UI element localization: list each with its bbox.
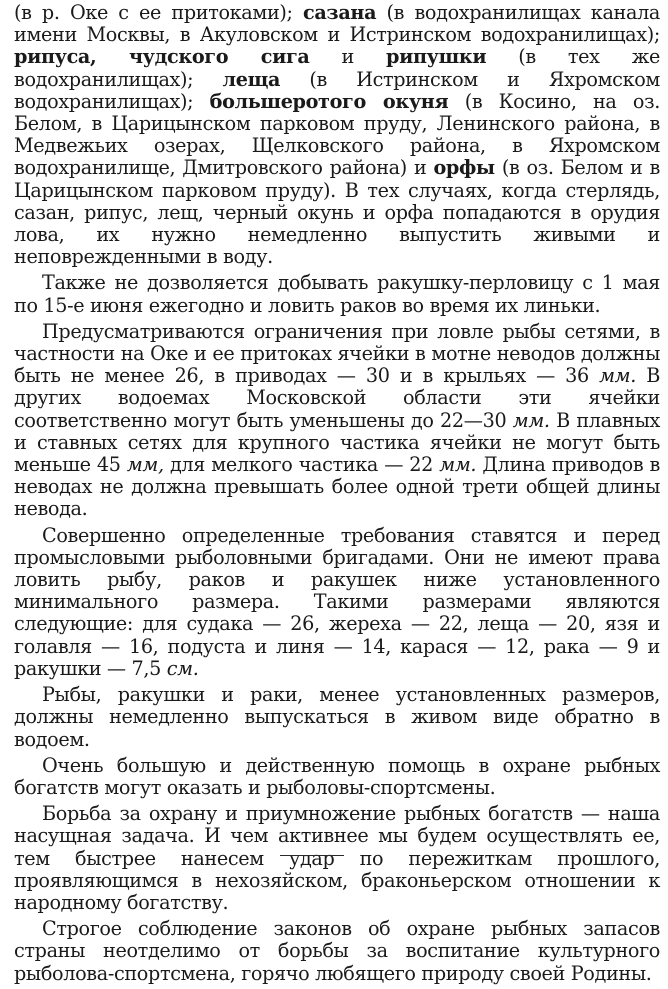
paragraph	[14, 918, 660, 985]
text-run: и	[309, 45, 387, 69]
unit-text: см.	[166, 656, 199, 680]
text-run: В плавных и ставных сетях для крупного частика ячейки не могут быть меньше 45	[14, 408, 660, 477]
bold-term: орфы	[433, 156, 495, 180]
end-rule	[280, 855, 344, 856]
paragraph	[14, 684, 660, 751]
paragraph	[14, 321, 660, 521]
paragraph	[14, 803, 660, 914]
text-run: (в Истринском и Яхромском водохранилищах);	[14, 67, 660, 113]
text-run: (в Косино, на оз. Белом, в Царицынском парковом пруду, Ленинского района, в Медвежьих озерах, Щелковского района, в Яхромском водохранилище, Дмитровского района) и	[14, 89, 660, 180]
text-run: (в р. Оке с ее притоками);	[14, 1, 304, 24]
text-run: (в водохранилищах канала имени Москвы, в Акуловском и Истринском водохранилищах);	[14, 1, 660, 47]
text-run: для мелкого частика — 22	[163, 453, 440, 477]
unit-text: мм.	[512, 408, 550, 432]
text-run: Очень большую и действенную помощь в охране рыбных богатств могут оказать и рыболовы-спортсмены.	[14, 753, 660, 799]
body-text	[14, 2, 660, 985]
text-run: (в оз. Белом и в Царицынском парковом пруду). В тех случаях, когда стерлядь, сазан, рипус, лещ, черный окунь и орфа попадаются в орудия лова, их нужно немедленно выпустить живыми и неповрежденными в воду.	[14, 156, 660, 269]
unit-text: мм,	[126, 453, 164, 477]
bold-term: большеротого окуня	[209, 89, 449, 113]
text-run: В других водоемах Московской области эти ячейки соответственно могут быть уменьшены до 22—30	[14, 364, 660, 432]
text-run: Рыбы, ракушки и раки, менее установленных размеров, должны немедленно выпускаться в живом виде обратно в водоем.	[14, 683, 660, 751]
text-run: Длина приводов в неводах не должна превышать более одной трети общей длины невода.	[14, 453, 661, 521]
text-run: Строгое соблюдение законов об охране рыбных запасов страны неотделимо от борьбы за воспитание культурного рыболова-спортсмена, горячо любящего природу своей Родины.	[14, 917, 660, 985]
paragraph	[14, 2, 660, 268]
paragraph	[14, 525, 660, 680]
paragraph	[14, 272, 660, 316]
bold-term: рипуса, чудского сига	[14, 45, 310, 69]
unit-text: мм.	[599, 364, 636, 388]
text-run: Также не дозволяется добывать ракушку-перловицу с 1 мая по 15-е июня ежегодно и ловить раков во время их линьки.	[14, 271, 660, 317]
bold-term: рипушки	[386, 45, 487, 69]
bold-term: леща	[222, 67, 281, 91]
bold-term: сазана	[303, 1, 377, 24]
text-run: Борьба за охрану и приумножение рыбных богатств — наша насущная задача. И чем активнее мы будем осуществлять ее, тем быстрее нанесем удар по пережиткам прошлого, проявляющимся в нехозяйском, браконьерском отношении к народному богатству.	[14, 802, 660, 914]
paragraph	[14, 755, 660, 799]
text-run: (в тех же водохранилищах);	[14, 45, 661, 91]
text-run: Совершенно определенные требования ставятся и перед промысловыми рыболовными бригадами. Они не имеют права ловить рыбу, раков и ракушек ниже установленного минимального размера. Такими размерами являются следующие: для судака — 26, жереха — 22, леща — 20, язя и голавля — 16, подуста и линя — 14, карася — 12, рака — 9 и ракушки — 7,5	[14, 523, 660, 680]
unit-text: мм.	[439, 453, 477, 477]
document-page	[14, 2, 660, 989]
text-run: Предусматриваются ограничения при ловле рыбы сетями, в частности на Оке и ее притоках ячейки в мотне неводов должны быть не менее 26, в приводах — 30 и в крыльях — 36	[14, 319, 660, 388]
